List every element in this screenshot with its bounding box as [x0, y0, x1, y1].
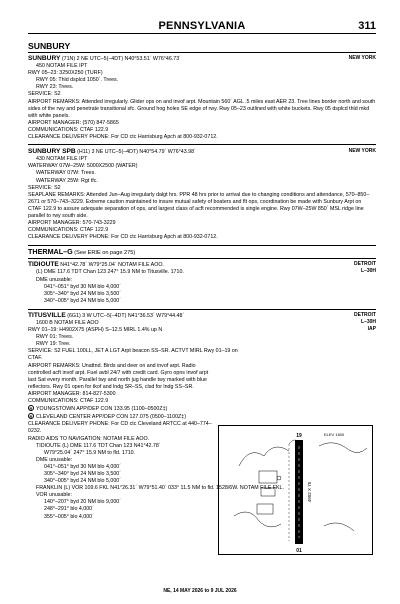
airport-elev: 1600 B NOTAM FILE AOO — [36, 320, 99, 326]
dme-restriction: 041°–051° byd 30 NM blo 4,000´ — [44, 463, 121, 470]
cleveland-app-dep: CLEVELAND CENTER APP/DEP CON 127.075 (0500–1100Z‡) — [36, 414, 186, 421]
runway-number-bottom: 01 — [296, 548, 302, 554]
airport-manager: AIRPORT MANAGER: 570-743-3229 — [28, 220, 116, 227]
r-symbol-icon: R — [29, 414, 33, 420]
dme-unusable-label: DME unusable: — [36, 276, 73, 283]
r-symbol-icon: R — [29, 406, 33, 412]
airport-ident-line: (H11) 3 NE UTC–5(–4DT) N40°54.79´ W76°43.98´ — [77, 149, 196, 156]
waterway-end-25w: WATERWAY 25W: Rgt tfc. — [36, 177, 98, 184]
waterway-line: WATERWAY 07W–25W: 5000X2500 (WATER) — [28, 163, 138, 170]
runway-line: RWY 05–23: 3250X250 (TURF) — [28, 70, 103, 77]
building — [261, 488, 275, 496]
airport-entry-sunbury — [28, 55, 376, 141]
building — [259, 471, 277, 483]
tree-line — [239, 447, 289, 466]
dme-restriction: 305°–340° byd 24 NM blo 3,500´ — [44, 470, 121, 477]
communications: COMMUNICATIONS: CTAF 122.9 — [28, 227, 109, 234]
dme-unusable-label: DME unusable: — [36, 456, 73, 463]
airport-elev: 450 NOTAM FILE IPT — [36, 63, 88, 70]
chart-tag: L–30H — [360, 319, 376, 325]
page-number: 311 — [358, 20, 376, 32]
runway-end-05: RWY 05: Thld dsplcd 1050´. Trees. — [36, 77, 119, 84]
clearance-delivery: CLEARANCE DELIVERY PHONE: For CD ctc Harrisburg Apch at 800-932-0712. — [28, 234, 218, 241]
divider — [28, 144, 376, 145]
tidioute-navaid-line: TIDIOUTE (L) DME 117.6 TDT Chan 123 N41°42.78´ — [36, 442, 161, 449]
runway-end-01: RWY 01: Trees. — [36, 334, 74, 341]
thermal-name[interactable]: THERMAL–G — [28, 247, 73, 257]
airport-manager: AIRPORT MANAGER: (570) 847-5865 — [28, 119, 119, 126]
chart-tag: NEW YORK — [348, 148, 376, 155]
franklin-vor-line: FRANKLIN (L) VOR 109.6 FKL N41°26.31´ W79°51.40´ 033° 11.5 NM to fld. 1528/6W. NOTAM FILE FKL. — [36, 485, 284, 492]
header-rule — [28, 33, 376, 34]
dme-restriction: 305°–340° byd 24 NM blo 3,500´ — [44, 290, 121, 297]
tree-line — [324, 523, 354, 531]
airport-name[interactable]: TITUSVILLE — [28, 311, 66, 319]
communications: COMMUNICATIONS: CTAF 122.9 — [28, 126, 109, 133]
vor-restriction: 355°–005° blo 4,000´ — [44, 513, 94, 520]
tree-line — [319, 443, 367, 453]
airport-manager: AIRPORT MANAGER: 814-827-5300 — [28, 390, 116, 397]
navaid-line: N41°42.78´ W79°25.04´ NOTAM FILE AOO. — [60, 262, 164, 269]
vor-restriction: 140°–207° byd 20 NM blo 9,000´ — [44, 499, 121, 506]
airport-name[interactable]: SUNBURY SPB — [28, 148, 76, 156]
beacon-icon — [277, 476, 281, 480]
airport-diagram — [218, 425, 373, 555]
airport-remarks: AIRPORT REMARKS: Unattnd. Birds and deer on and invof arpt. Radio controlled acft invof arpt. Fuel avbl 24/7 with credit card. Gyro opns invof arpt last Sat every month. Parallel twy and north jug handle twy marked with blue reflectors. Rwy 01 open for tkof and lndg SR–SS, clsd for lndg SS–SR. — [28, 362, 209, 390]
elevation-label: ELEV 1600 — [324, 432, 345, 437]
chart-tag: NEW YORK — [348, 55, 376, 61]
thermal-ref: (See ERIE on page 275) — [74, 250, 136, 257]
dme-restriction: 340°–005° byd 24 NM blo 5,000´ — [44, 478, 121, 485]
service-line: SERVICE: S2 — [28, 184, 61, 191]
clearance-delivery: CLEARANCE DELIVERY PHONE: For CD ctc Harrisburg Apch at 800-932-0712. — [28, 134, 218, 141]
runway-line: RWY 01–19: H4902X75 (ASPH) S–12.5 MIRL 1.4% up N — [28, 327, 163, 334]
section-rule — [28, 309, 376, 310]
thermal-entry — [28, 248, 376, 257]
seaplane-remarks: SEAPLANE REMARKS: Attended Jun–Aug irregularly dalgt hrs. PPR 48 hrs prior to arrival due to changing conditions and attendance, 570–850–2671 or 570–743–3229. Extreme caution maintained to insure mutual safety of boaters and flt ops, coordination be made with Sunbury Arpt on CTAF 122.9 to assure adequate separation of ops, and largest class of acft recommended is single engine. Rwy 07W–25W 850´ MSL ridge line parallel to rwy south side. — [28, 191, 370, 219]
airport-entry-sunbury-spb — [28, 148, 376, 241]
airport-elev: 430 NOTAM FILE IPT — [36, 156, 88, 163]
airport-ident-line: (71N) 2 NE UTC–5(–4DT) N40°53.51´ W76°46.73´ — [61, 56, 181, 62]
runway-dimension-label: 4902 X 75 — [307, 481, 312, 503]
service-line: SERVICE: S2 — [28, 91, 61, 98]
page-footer: NE, 14 MAY 2026 to 9 JUL 2026 — [163, 588, 237, 594]
section-rule — [28, 52, 376, 53]
chart-tag: DETROIT — [354, 311, 376, 318]
navaid-dme-line: (L) DME 117.6 TDT Chan 123 247° 15.9 NM to Titusville. 1710. — [36, 269, 184, 276]
runway-number-top: 19 — [296, 433, 302, 439]
vor-restriction: 248°–291° blo 4,000´ — [44, 506, 94, 513]
building — [257, 504, 273, 514]
runway-01-19 — [295, 440, 303, 544]
runway-end-23: RWY 23: Trees. — [36, 84, 74, 91]
chart-tag: DETROIT — [354, 261, 376, 268]
section-rule — [28, 245, 376, 246]
communications: COMMUNICATIONS: CTAF 122.9 — [28, 398, 109, 405]
navaid-entry-tidioute — [28, 261, 376, 305]
dme-restriction: 041°–051° byd 30 NM blo 4,000´ — [44, 283, 121, 290]
section-rule — [28, 258, 376, 259]
chart-tag: IAP — [367, 326, 376, 333]
youngstown-app-dep: YOUNGSTOWN APP/DEP CON 133.95 (1100–0500Z‡) — [36, 406, 168, 413]
navaid-name[interactable]: TIDIOUTE — [28, 261, 59, 269]
runway-end-19: RWY 19: Tree. — [36, 341, 71, 348]
airport-name[interactable]: SUNBURY — [28, 55, 61, 62]
airport-ident-line: (6G1) 3 W UTC–5(–4DT) N41°36.53´ W79°44.48´ — [67, 312, 185, 319]
tidioute-navaid-line-2: W79°25.04´ 247° 15.9 NM to fld. 1710. — [44, 449, 136, 456]
airport-diagram-svg — [219, 426, 374, 556]
vor-unusable-label: VOR unusable: — [36, 492, 72, 499]
section-title-sunbury: SUNBURY — [28, 41, 71, 51]
radio-aids: RADIO AIDS TO NAVIGATION: NOTAM FILE AOO. — [28, 435, 150, 442]
page-title: PENNSYLVANIA — [158, 20, 246, 32]
airport-remarks: AIRPORT REMARKS: Attended irregularly. Glider ops on and invof arpt. Mountain 560´ AGL .5 miles east AER 23. Tree lines border north and south sides of the rwy and penetrate transitional sfc. Ground hog holes SE edge of rwy. Rwy 05–23 outlined with white buckets. Rwy 05 dsplcd thld mkd with white panels. — [28, 98, 376, 119]
waterway-end-07w: WATERWAY 07W: Trees. — [36, 170, 96, 177]
chart-tag: L–30H — [360, 268, 376, 275]
service-line: SERVICE: S2 FUEL 100LL, JET A LGT Arpt beacon SS–SR. ACTVT MIRL Rwy 01–19 on CTAF. — [28, 348, 238, 362]
dme-restriction: 340°–005° byd 24 NM blo 5,000´ — [44, 297, 121, 304]
clearance-delivery: CLEARANCE DELIVERY PHONE: For CD ctc Cleveland ARTCC at 440–774–0232. — [28, 421, 212, 435]
